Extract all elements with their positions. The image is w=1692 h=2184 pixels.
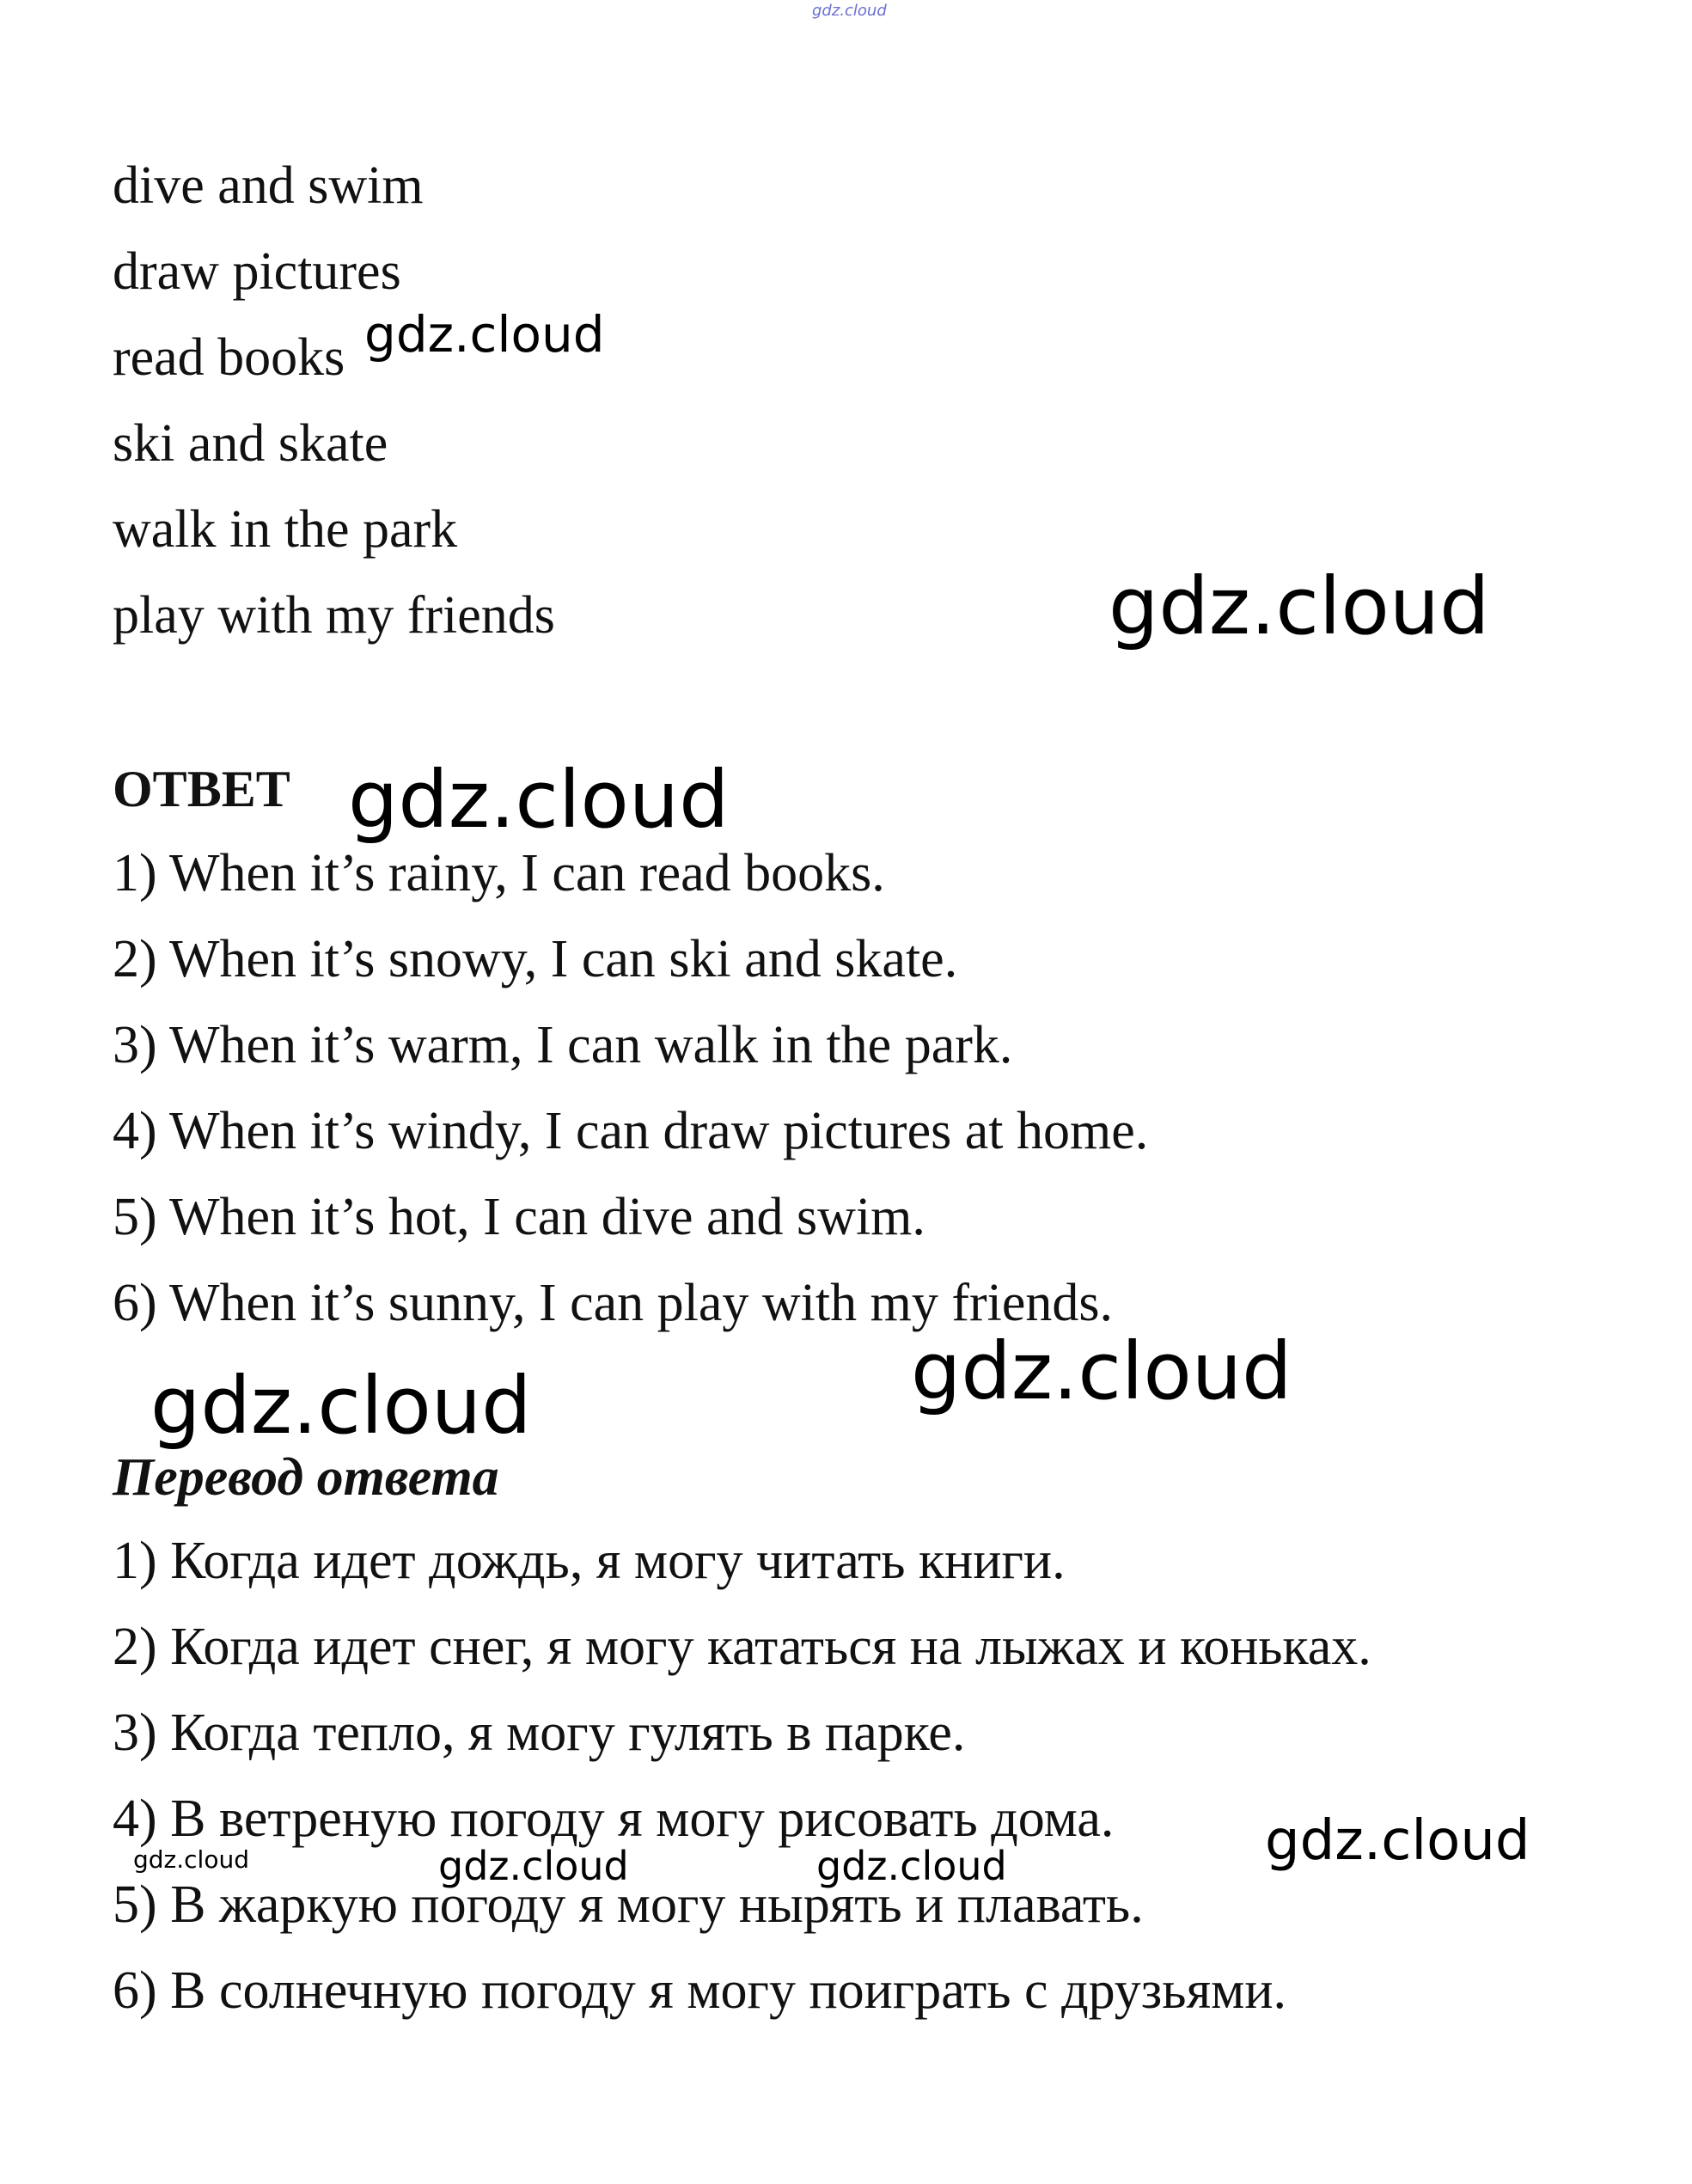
answer-item: 6) When it’s sunny, I can play with my friends. bbox=[113, 1274, 1114, 1332]
list-item: dive and swim bbox=[113, 156, 424, 215]
answer-item: 4) When it’s windy, I can draw pictures at home. bbox=[113, 1102, 1149, 1160]
answer-item: 5) When it’s hot, I can dive and swim. bbox=[113, 1188, 925, 1246]
list-item: read books bbox=[113, 328, 345, 387]
watermark: gdz.cloud bbox=[816, 1843, 1007, 1889]
translation-item: 4) В ветреную погоду я могу рисовать дома. bbox=[113, 1789, 1115, 1848]
watermark: gdz.cloud bbox=[1109, 560, 1490, 652]
watermark: gdz.cloud bbox=[348, 754, 730, 846]
answer-heading: ОТВЕТ bbox=[113, 761, 290, 817]
watermark: gdz.cloud bbox=[1265, 1809, 1530, 1873]
list-item: draw pictures bbox=[113, 242, 401, 301]
answer-item: 3) When it’s warm, I can walk in the park. bbox=[113, 1016, 1013, 1074]
answer-item: 1) When it’s rainy, I can read books. bbox=[113, 844, 885, 902]
translation-item: 6) В солнечную погоду я могу поиграть с друзьями. bbox=[113, 1961, 1286, 2020]
translation-item: 3) Когда тепло, я могу гулять в парке. bbox=[113, 1704, 966, 1762]
watermark: gdz.cloud bbox=[911, 1325, 1292, 1417]
answer-item: 2) When it’s snowy, I can ski and skate. bbox=[113, 930, 958, 988]
translation-item: 1) Когда идет дождь, я могу читать книги. bbox=[113, 1532, 1066, 1590]
watermark: gdz.cloud bbox=[364, 305, 605, 364]
watermark: gdz.cloud bbox=[438, 1843, 629, 1889]
top-watermark: gdz.cloud bbox=[812, 2, 887, 20]
watermark: gdz.cloud bbox=[150, 1360, 532, 1452]
list-item: play with my friends bbox=[113, 586, 555, 645]
list-item: ski and skate bbox=[113, 414, 388, 473]
watermark: gdz.cloud bbox=[133, 1845, 249, 1874]
translation-item: 2) Когда идет снег, я могу кататься на лыжах и коньках. bbox=[113, 1618, 1371, 1676]
list-item: walk in the park bbox=[113, 500, 458, 559]
translation-item: 5) В жаркую погоду я могу нырять и плавать. bbox=[113, 1875, 1144, 1934]
translation-heading: Перевод ответа bbox=[113, 1448, 499, 1507]
